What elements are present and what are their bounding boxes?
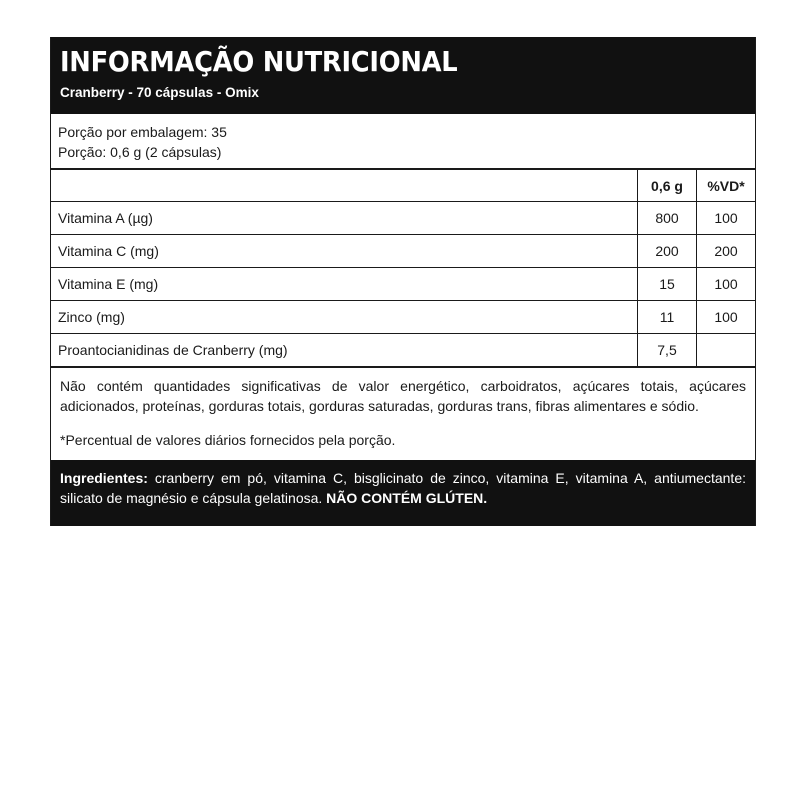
- nutrition-facts-panel: [50, 37, 756, 526]
- nutrient-vd: 100: [697, 301, 756, 334]
- table-row: [51, 268, 755, 301]
- not-significant-note: [51, 368, 755, 416]
- nutrient-name: Vitamina E (mg): [51, 268, 638, 301]
- nutrient-amount: 7,5: [638, 334, 697, 368]
- header-banner: [51, 37, 755, 114]
- product-subtitle: Cranberry - 70 cápsulas - Omix: [60, 85, 259, 100]
- portion-info: [51, 114, 755, 168]
- nutrient-name: Zinco (mg): [51, 301, 638, 334]
- not-significant-line-1: Não contém quantidades significativas de valor energético, carboidratos, açúcares totais, açúcares: [60, 378, 746, 394]
- nutrient-vd: [697, 334, 756, 368]
- nutrient-amount: 15: [638, 268, 697, 301]
- servings-per-package: Porção por embalagem: 35: [58, 124, 227, 140]
- nutrient-vd: 100: [697, 202, 756, 235]
- column-header-vd: %VD*: [697, 169, 756, 202]
- ingredients-box: [51, 460, 755, 526]
- not-significant-line-2: adicionados, proteínas, gorduras totais, gorduras saturadas, gorduras trans, fibras alimentares e sódio.: [60, 398, 699, 414]
- table-row: [51, 334, 755, 368]
- nutrient-vd: 100: [697, 268, 756, 301]
- column-header-amount: 0,6 g: [638, 169, 697, 202]
- page-title: INFORMAÇÃO NUTRICIONAL: [60, 45, 458, 78]
- table-row: [51, 301, 755, 334]
- nutrient-amount: 800: [638, 202, 697, 235]
- nutrient-vd: 200: [697, 235, 756, 268]
- column-header-nutrient: [51, 169, 638, 202]
- nutrient-name: Proantocianidinas de Cranberry (mg): [51, 334, 638, 368]
- nutrient-name: Vitamina C (mg): [51, 235, 638, 268]
- gluten-warning: NÃO CONTÉM GLÚTEN.: [326, 490, 488, 506]
- nutrient-amount: 11: [638, 301, 697, 334]
- nutrition-table: [51, 168, 755, 368]
- table-header-row: [51, 169, 755, 202]
- vd-footnote: *Percentual de valores diários fornecidos pela porção.: [60, 432, 396, 448]
- nutrient-amount: 200: [638, 235, 697, 268]
- table-row: [51, 202, 755, 235]
- table-row: [51, 235, 755, 268]
- nutrient-name: Vitamina A (µg): [51, 202, 638, 235]
- ingredients-text: cranberry em pó, vitamina C, bisglicinato de zinco, vitamina E, vitamina A, antiumectante: silicato de magnésio e cápsula gelatinosa.: [60, 470, 746, 506]
- ingredients-label: Ingredientes:: [60, 470, 148, 486]
- serving-size: Porção: 0,6 g (2 cápsulas): [58, 144, 222, 160]
